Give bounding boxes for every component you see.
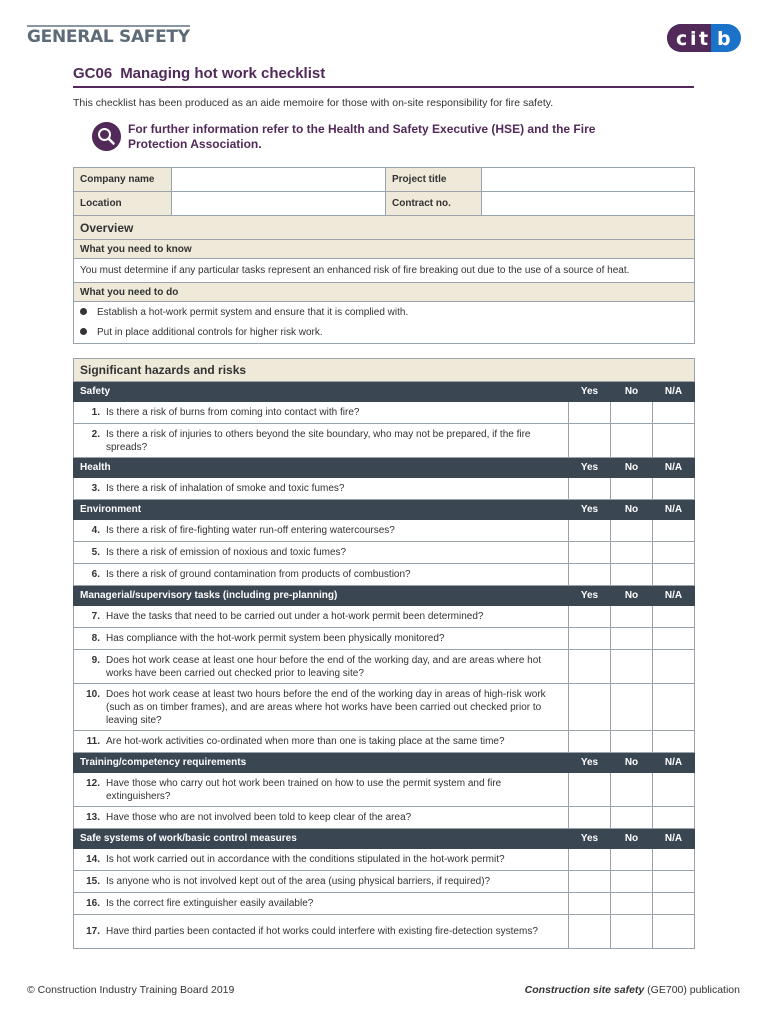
question-cell [74, 520, 569, 542]
question-cell [74, 893, 569, 915]
question-row [74, 520, 695, 542]
section-header-row [74, 753, 695, 773]
question-row [74, 893, 695, 915]
question-cell [74, 424, 569, 458]
further-info-line-1: For further information refer to the Health and Safety Executive (HSE) and the Fire [128, 122, 596, 136]
hazards-table [73, 358, 695, 949]
no-checkbox-cell[interactable] [611, 773, 653, 807]
question-number: 12. [86, 777, 100, 789]
page-title [73, 65, 694, 88]
question-row [74, 871, 695, 893]
na-checkbox-cell[interactable] [653, 871, 695, 893]
na-checkbox-cell[interactable] [653, 564, 695, 586]
na-checkbox-cell[interactable] [653, 807, 695, 829]
contract-no-field[interactable] [482, 192, 695, 216]
question-row [74, 684, 695, 731]
na-checkbox-cell[interactable] [653, 684, 695, 731]
question-row [74, 807, 695, 829]
na-checkbox-cell[interactable] [653, 731, 695, 753]
company-name-field[interactable] [172, 168, 386, 192]
question-cell [74, 849, 569, 871]
question-row [74, 915, 695, 949]
question-text: Is hot work carried out in accordance with the conditions stipulated in the hot-work permit? [106, 854, 505, 865]
do-item-text: Establish a hot-work permit system and ensure that it is complied with. [97, 306, 409, 318]
svg-text:i: i [690, 28, 697, 50]
question-text: Is the correct fire extinguisher easily available? [106, 898, 314, 909]
location-label: Location [74, 192, 172, 216]
svg-text:t: t [699, 28, 709, 50]
yes-checkbox-cell[interactable] [569, 520, 611, 542]
question-cell [74, 684, 569, 731]
no-checkbox-cell[interactable] [611, 684, 653, 731]
question-text: Are hot-work activities co-ordinated when more than one is taking place at the same time? [106, 736, 505, 747]
na-checkbox-cell[interactable] [653, 893, 695, 915]
project-title-label: Project title [386, 168, 482, 192]
question-row [74, 424, 695, 458]
question-text: Have the tasks that need to be carried out under a hot-work permit been determined? [106, 611, 484, 622]
yes-column-label: Yes [569, 500, 611, 520]
do-item-text: Put in place additional controls for higher risk work. [97, 326, 323, 338]
question-number: 4. [91, 525, 100, 536]
na-column-label: N/A [653, 500, 695, 520]
do-list-item [80, 303, 688, 323]
no-column-label: No [611, 829, 653, 849]
yes-checkbox-cell[interactable] [569, 628, 611, 650]
question-text: Have those who carry out hot work been trained on how to use the permit system and fire extinguishers? [106, 777, 502, 802]
question-number: 16. [86, 898, 100, 909]
question-number: 8. [91, 633, 100, 644]
na-column-label: N/A [653, 586, 695, 606]
further-info-line-2: Protection Association. [128, 137, 262, 151]
no-checkbox-cell[interactable] [611, 520, 653, 542]
na-column-label: N/A [653, 382, 695, 402]
question-row [74, 564, 695, 586]
question-text: Does hot work cease at least two hours before the end of the working day in areas of high-risk work (such as on timber frames), and are areas where hot works have been carried out checked prior to leaving site? [106, 688, 546, 726]
question-row [74, 402, 695, 424]
yes-checkbox-cell[interactable] [569, 915, 611, 949]
question-row [74, 849, 695, 871]
question-row [74, 478, 695, 500]
no-checkbox-cell[interactable] [611, 871, 653, 893]
na-checkbox-cell[interactable] [653, 628, 695, 650]
yes-checkbox-cell[interactable] [569, 773, 611, 807]
section-header-row [74, 382, 695, 402]
question-text: Is anyone who is not involved kept out of the area (using physical barriers, if required)? [106, 876, 491, 887]
do-heading: What you need to do [74, 283, 695, 302]
no-checkbox-cell[interactable] [611, 628, 653, 650]
no-checkbox-cell[interactable] [611, 915, 653, 949]
question-row [74, 628, 695, 650]
section-title: Training/competency requirements [74, 753, 569, 773]
yes-checkbox-cell[interactable] [569, 402, 611, 424]
question-text: Has compliance with the hot-work permit system been physically monitored? [106, 633, 445, 644]
do-list-item [80, 323, 688, 343]
question-row [74, 606, 695, 628]
question-cell [74, 731, 569, 753]
hazards-heading: Significant hazards and risks [74, 359, 695, 382]
question-cell [74, 871, 569, 893]
svg-text:c: c [676, 28, 688, 50]
no-column-label: No [611, 458, 653, 478]
question-text: Have those who are not involved been told to keep clear of the area? [106, 812, 412, 823]
yes-column-label: Yes [569, 458, 611, 478]
no-checkbox-cell[interactable] [611, 807, 653, 829]
further-info [128, 122, 668, 152]
brand-heading: GENERAL SAFETY [27, 27, 190, 47]
no-checkbox-cell[interactable] [611, 564, 653, 586]
question-text: Have third parties been contacted if hot works could interfere with existing fire-detection systems? [106, 926, 538, 937]
no-checkbox-cell[interactable] [611, 542, 653, 564]
yes-checkbox-cell[interactable] [569, 478, 611, 500]
question-cell [74, 915, 569, 949]
know-text: You must determine if any particular tasks represent an enhanced risk of fire breaking out due to the use of a source of heat. [74, 259, 695, 283]
section-header-row [74, 458, 695, 478]
publication-title: Construction site safety [524, 984, 645, 996]
project-title-field[interactable] [482, 168, 695, 192]
na-column-label: N/A [653, 753, 695, 773]
question-text: Is there a risk of burns from coming into contact with fire? [106, 407, 360, 418]
publication-note [525, 984, 740, 996]
question-number: 5. [91, 547, 100, 558]
yes-column-label: Yes [569, 753, 611, 773]
question-number: 7. [91, 611, 100, 622]
question-number: 17. [86, 926, 100, 937]
question-number: 9. [91, 654, 100, 666]
no-checkbox-cell[interactable] [611, 402, 653, 424]
question-text: Is there a risk of fire-fighting water run-off entering watercourses? [106, 525, 395, 536]
yes-checkbox-cell[interactable] [569, 542, 611, 564]
question-row [74, 542, 695, 564]
yes-checkbox-cell[interactable] [569, 731, 611, 753]
copyright: © Construction Industry Training Board 2019 [27, 984, 235, 996]
section-title: Environment [74, 500, 569, 520]
no-checkbox-cell[interactable] [611, 650, 653, 684]
title-code: GC06 [73, 65, 113, 82]
know-heading: What you need to know [74, 240, 695, 259]
na-checkbox-cell[interactable] [653, 402, 695, 424]
na-checkbox-cell[interactable] [653, 606, 695, 628]
details-overview-table [73, 167, 695, 344]
na-checkbox-cell[interactable] [653, 520, 695, 542]
section-title: Safe systems of work/basic control measures [74, 829, 569, 849]
question-text: Does hot work cease at least one hour before the end of the working day, and are areas where hot works have been carried out checked prior to leaving site? [106, 654, 542, 679]
na-checkbox-cell[interactable] [653, 849, 695, 871]
bullet-icon [80, 308, 87, 315]
question-cell [74, 542, 569, 564]
question-number: 15. [86, 876, 100, 887]
question-number: 3. [91, 483, 100, 494]
yes-checkbox-cell[interactable] [569, 424, 611, 458]
question-cell [74, 773, 569, 807]
yes-checkbox-cell[interactable] [569, 564, 611, 586]
question-number: 13. [86, 812, 100, 823]
question-text: Is there a risk of ground contamination from products of combustion? [106, 569, 411, 580]
section-title: Safety [74, 382, 569, 402]
no-checkbox-cell[interactable] [611, 424, 653, 458]
na-checkbox-cell[interactable] [653, 773, 695, 807]
na-checkbox-cell[interactable] [653, 650, 695, 684]
yes-checkbox-cell[interactable] [569, 893, 611, 915]
question-cell [74, 628, 569, 650]
section-title: Health [74, 458, 569, 478]
contract-no-label: Contract no. [386, 192, 482, 216]
question-number: 10. [86, 688, 100, 700]
no-column-label: No [611, 753, 653, 773]
do-list [74, 302, 695, 344]
magnifier-icon [92, 122, 121, 151]
yes-checkbox-cell[interactable] [569, 650, 611, 684]
question-row [74, 773, 695, 807]
yes-checkbox-cell[interactable] [569, 807, 611, 829]
yes-column-label: Yes [569, 829, 611, 849]
no-checkbox-cell[interactable] [611, 731, 653, 753]
no-checkbox-cell[interactable] [611, 478, 653, 500]
question-cell [74, 478, 569, 500]
na-checkbox-cell[interactable] [653, 915, 695, 949]
company-name-label: Company name [74, 168, 172, 192]
no-checkbox-cell[interactable] [611, 606, 653, 628]
overview-heading: Overview [74, 216, 695, 240]
svg-text:b: b [717, 28, 731, 50]
yes-checkbox-cell[interactable] [569, 684, 611, 731]
bullet-icon [80, 328, 87, 335]
question-row [74, 650, 695, 684]
location-field[interactable] [172, 192, 386, 216]
na-column-label: N/A [653, 829, 695, 849]
no-checkbox-cell[interactable] [611, 849, 653, 871]
title-text: Managing hot work checklist [120, 65, 326, 82]
na-checkbox-cell[interactable] [653, 542, 695, 564]
question-number: 6. [91, 569, 100, 580]
question-row [74, 731, 695, 753]
question-number: 2. [91, 428, 100, 440]
section-header-row [74, 829, 695, 849]
intro-text: This checklist has been produced as an aide memoire for those with on-site responsibility for fire safety. [73, 97, 554, 109]
na-checkbox-cell[interactable] [653, 424, 695, 458]
no-column-label: No [611, 586, 653, 606]
no-column-label: No [611, 382, 653, 402]
no-checkbox-cell[interactable] [611, 893, 653, 915]
section-header-row [74, 500, 695, 520]
yes-checkbox-cell[interactable] [569, 849, 611, 871]
question-number: 14. [86, 854, 100, 865]
yes-checkbox-cell[interactable] [569, 606, 611, 628]
publication-suffix: (GE700) publication [644, 984, 740, 996]
yes-column-label: Yes [569, 382, 611, 402]
yes-column-label: Yes [569, 586, 611, 606]
question-cell [74, 807, 569, 829]
question-text: Is there a risk of injuries to others beyond the site boundary, who may not be prepared, if the fire spreads? [106, 428, 531, 453]
question-number: 11. [86, 736, 100, 747]
section-title: Managerial/supervisory tasks (including pre-planning) [74, 586, 569, 606]
question-text: Is there a risk of emission of noxious and toxic fumes? [106, 547, 347, 558]
question-cell [74, 402, 569, 424]
na-checkbox-cell[interactable] [653, 478, 695, 500]
question-cell [74, 564, 569, 586]
section-header-row [74, 586, 695, 606]
question-cell [74, 606, 569, 628]
yes-checkbox-cell[interactable] [569, 871, 611, 893]
question-cell [74, 650, 569, 684]
question-text: Is there a risk of inhalation of smoke and toxic fumes? [106, 483, 345, 494]
no-column-label: No [611, 500, 653, 520]
question-number: 1. [91, 407, 100, 418]
citb-logo [667, 24, 741, 52]
na-column-label: N/A [653, 458, 695, 478]
